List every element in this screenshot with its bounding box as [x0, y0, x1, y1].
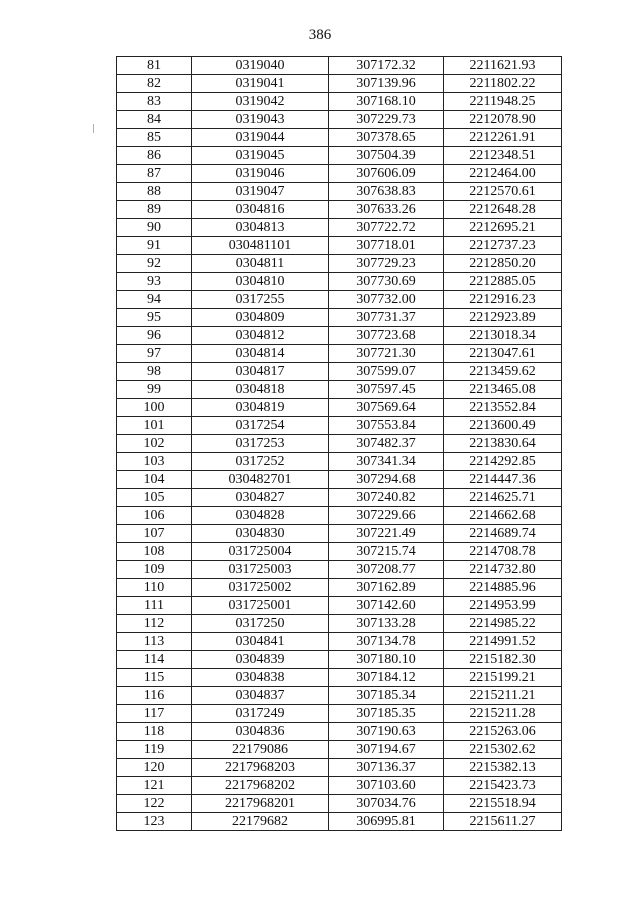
x-coordinate-cell: 307721.30 [329, 345, 444, 363]
y-coordinate-cell: 2213600.49 [444, 417, 562, 435]
x-coordinate-cell: 307229.66 [329, 507, 444, 525]
x-coordinate-cell: 307482.37 [329, 435, 444, 453]
y-coordinate-cell: 2214625.71 [444, 489, 562, 507]
row-number-cell: 114 [117, 651, 192, 669]
x-coordinate-cell: 307185.34 [329, 687, 444, 705]
y-coordinate-cell: 2215302.62 [444, 741, 562, 759]
row-number-cell: 109 [117, 561, 192, 579]
y-coordinate-cell: 2212261.91 [444, 129, 562, 147]
y-coordinate-cell: 2214991.52 [444, 633, 562, 651]
y-coordinate-cell: 2214732.80 [444, 561, 562, 579]
y-coordinate-cell: 2212570.61 [444, 183, 562, 201]
point-id-cell: 0317254 [192, 417, 329, 435]
point-id-cell: 0304810 [192, 273, 329, 291]
x-coordinate-cell: 307294.68 [329, 471, 444, 489]
y-coordinate-cell: 2215423.73 [444, 777, 562, 795]
point-id-cell: 0317255 [192, 291, 329, 309]
point-id-cell: 0304838 [192, 669, 329, 687]
x-coordinate-cell: 307139.96 [329, 75, 444, 93]
point-id-cell: 0304809 [192, 309, 329, 327]
table-row [117, 327, 562, 345]
table-row [117, 381, 562, 399]
table-row [117, 309, 562, 327]
table-row [117, 201, 562, 219]
table-row [117, 57, 562, 75]
point-id-cell: 2217968203 [192, 759, 329, 777]
table-row [117, 543, 562, 561]
row-number-cell: 97 [117, 345, 192, 363]
table-row [117, 417, 562, 435]
table-row [117, 255, 562, 273]
table-row [117, 507, 562, 525]
x-coordinate-cell: 307142.60 [329, 597, 444, 615]
table-row [117, 453, 562, 471]
x-coordinate-cell: 307162.89 [329, 579, 444, 597]
table-row [117, 633, 562, 651]
table-row [117, 399, 562, 417]
row-number-cell: 111 [117, 597, 192, 615]
row-number-cell: 84 [117, 111, 192, 129]
row-number-cell: 95 [117, 309, 192, 327]
point-id-cell: 22179682 [192, 813, 329, 831]
row-number-cell: 117 [117, 705, 192, 723]
y-coordinate-cell: 2212648.28 [444, 201, 562, 219]
x-coordinate-cell: 307103.60 [329, 777, 444, 795]
table-row [117, 273, 562, 291]
table-row [117, 777, 562, 795]
y-coordinate-cell: 2213465.08 [444, 381, 562, 399]
point-id-cell: 0304841 [192, 633, 329, 651]
y-coordinate-cell: 2214662.68 [444, 507, 562, 525]
y-coordinate-cell: 2213459.62 [444, 363, 562, 381]
x-coordinate-cell: 307378.65 [329, 129, 444, 147]
point-id-cell: 0319046 [192, 165, 329, 183]
y-coordinate-cell: 2212464.00 [444, 165, 562, 183]
point-id-cell: 0319042 [192, 93, 329, 111]
y-coordinate-cell: 2212348.51 [444, 147, 562, 165]
point-id-cell: 0317250 [192, 615, 329, 633]
coordinates-table [116, 56, 562, 831]
y-coordinate-cell: 2212923.89 [444, 309, 562, 327]
row-number-cell: 123 [117, 813, 192, 831]
row-number-cell: 108 [117, 543, 192, 561]
table-row [117, 219, 562, 237]
point-id-cell: 0304818 [192, 381, 329, 399]
row-number-cell: 110 [117, 579, 192, 597]
y-coordinate-cell: 2212850.20 [444, 255, 562, 273]
x-coordinate-cell: 307638.83 [329, 183, 444, 201]
x-coordinate-cell: 307180.10 [329, 651, 444, 669]
page-number: 386 [308, 27, 332, 43]
x-coordinate-cell: 307569.64 [329, 399, 444, 417]
y-coordinate-cell: 2214292.85 [444, 453, 562, 471]
x-coordinate-cell: 307208.77 [329, 561, 444, 579]
row-number-cell: 113 [117, 633, 192, 651]
y-coordinate-cell: 2213047.61 [444, 345, 562, 363]
x-coordinate-cell: 307184.12 [329, 669, 444, 687]
y-coordinate-cell: 2212916.23 [444, 291, 562, 309]
y-coordinate-cell: 2215199.21 [444, 669, 562, 687]
x-coordinate-cell: 307599.07 [329, 363, 444, 381]
x-coordinate-cell: 307633.26 [329, 201, 444, 219]
point-id-cell: 0304828 [192, 507, 329, 525]
row-number-cell: 92 [117, 255, 192, 273]
y-coordinate-cell: 2214953.99 [444, 597, 562, 615]
point-id-cell: 0319044 [192, 129, 329, 147]
x-coordinate-cell: 307732.00 [329, 291, 444, 309]
row-number-cell: 83 [117, 93, 192, 111]
x-coordinate-cell: 307134.78 [329, 633, 444, 651]
x-coordinate-cell: 307597.45 [329, 381, 444, 399]
point-id-cell: 031725004 [192, 543, 329, 561]
row-number-cell: 122 [117, 795, 192, 813]
row-number-cell: 119 [117, 741, 192, 759]
point-id-cell: 0304812 [192, 327, 329, 345]
coordinates-table-body [117, 57, 562, 831]
point-id-cell: 0317252 [192, 453, 329, 471]
table-row [117, 561, 562, 579]
table-row [117, 345, 562, 363]
table-row [117, 741, 562, 759]
point-id-cell: 0317253 [192, 435, 329, 453]
table-row [117, 525, 562, 543]
row-number-cell: 116 [117, 687, 192, 705]
table-row [117, 615, 562, 633]
point-id-cell: 0304827 [192, 489, 329, 507]
table-row [117, 75, 562, 93]
y-coordinate-cell: 2213552.84 [444, 399, 562, 417]
y-coordinate-cell: 2215211.21 [444, 687, 562, 705]
y-coordinate-cell: 2212695.21 [444, 219, 562, 237]
row-number-cell: 90 [117, 219, 192, 237]
row-number-cell: 91 [117, 237, 192, 255]
x-coordinate-cell: 307172.32 [329, 57, 444, 75]
y-coordinate-cell: 2214885.96 [444, 579, 562, 597]
row-number-cell: 100 [117, 399, 192, 417]
table-row [117, 129, 562, 147]
row-number-cell: 98 [117, 363, 192, 381]
y-coordinate-cell: 2214985.22 [444, 615, 562, 633]
x-coordinate-cell: 307240.82 [329, 489, 444, 507]
y-coordinate-cell: 2212078.90 [444, 111, 562, 129]
row-number-cell: 120 [117, 759, 192, 777]
x-coordinate-cell: 307722.72 [329, 219, 444, 237]
table-row [117, 93, 562, 111]
y-coordinate-cell: 2211621.93 [444, 57, 562, 75]
point-id-cell: 0317249 [192, 705, 329, 723]
row-number-cell: 112 [117, 615, 192, 633]
y-coordinate-cell: 2215611.27 [444, 813, 562, 831]
row-number-cell: 89 [117, 201, 192, 219]
y-coordinate-cell: 2214447.36 [444, 471, 562, 489]
table-row [117, 147, 562, 165]
x-coordinate-cell: 307221.49 [329, 525, 444, 543]
y-coordinate-cell: 2215182.30 [444, 651, 562, 669]
x-coordinate-cell: 307185.35 [329, 705, 444, 723]
point-id-cell: 2217968201 [192, 795, 329, 813]
row-number-cell: 81 [117, 57, 192, 75]
point-id-cell: 22179086 [192, 741, 329, 759]
row-number-cell: 102 [117, 435, 192, 453]
row-number-cell: 121 [117, 777, 192, 795]
point-id-cell: 0319045 [192, 147, 329, 165]
point-id-cell: 0319041 [192, 75, 329, 93]
row-number-cell: 82 [117, 75, 192, 93]
y-coordinate-cell: 2215263.06 [444, 723, 562, 741]
x-coordinate-cell: 307341.34 [329, 453, 444, 471]
y-coordinate-cell: 2215211.28 [444, 705, 562, 723]
x-coordinate-cell: 307731.37 [329, 309, 444, 327]
y-coordinate-cell: 2215382.13 [444, 759, 562, 777]
row-number-cell: 87 [117, 165, 192, 183]
point-id-cell: 030481101 [192, 237, 329, 255]
row-number-cell: 99 [117, 381, 192, 399]
table-row [117, 795, 562, 813]
table-row [117, 651, 562, 669]
table-row [117, 291, 562, 309]
point-id-cell: 0304816 [192, 201, 329, 219]
table-row [117, 471, 562, 489]
row-number-cell: 93 [117, 273, 192, 291]
row-number-cell: 103 [117, 453, 192, 471]
point-id-cell: 0304811 [192, 255, 329, 273]
table-row [117, 183, 562, 201]
x-coordinate-cell: 307194.67 [329, 741, 444, 759]
table-row [117, 489, 562, 507]
table-row [117, 111, 562, 129]
table-row [117, 759, 562, 777]
x-coordinate-cell: 307718.01 [329, 237, 444, 255]
row-number-cell: 115 [117, 669, 192, 687]
table-row [117, 579, 562, 597]
y-coordinate-cell: 2214708.78 [444, 543, 562, 561]
row-number-cell: 101 [117, 417, 192, 435]
point-id-cell: 031725002 [192, 579, 329, 597]
table-row [117, 813, 562, 831]
point-id-cell: 0304817 [192, 363, 329, 381]
point-id-cell: 0319047 [192, 183, 329, 201]
y-coordinate-cell: 2211802.22 [444, 75, 562, 93]
margin-mark [93, 124, 94, 133]
row-number-cell: 106 [117, 507, 192, 525]
row-number-cell: 107 [117, 525, 192, 543]
table-row [117, 165, 562, 183]
x-coordinate-cell: 307190.63 [329, 723, 444, 741]
x-coordinate-cell: 307553.84 [329, 417, 444, 435]
y-coordinate-cell: 2214689.74 [444, 525, 562, 543]
table-row [117, 687, 562, 705]
y-coordinate-cell: 2213830.64 [444, 435, 562, 453]
row-number-cell: 105 [117, 489, 192, 507]
row-number-cell: 86 [117, 147, 192, 165]
point-id-cell: 030482701 [192, 471, 329, 489]
row-number-cell: 85 [117, 129, 192, 147]
y-coordinate-cell: 2211948.25 [444, 93, 562, 111]
table-row [117, 723, 562, 741]
row-number-cell: 96 [117, 327, 192, 345]
point-id-cell: 0319040 [192, 57, 329, 75]
point-id-cell: 0304813 [192, 219, 329, 237]
table-row [117, 363, 562, 381]
x-coordinate-cell: 307606.09 [329, 165, 444, 183]
x-coordinate-cell: 307730.69 [329, 273, 444, 291]
x-coordinate-cell: 307168.10 [329, 93, 444, 111]
point-id-cell: 2217968202 [192, 777, 329, 795]
table-row [117, 237, 562, 255]
table-row [117, 597, 562, 615]
x-coordinate-cell: 307229.73 [329, 111, 444, 129]
table-row [117, 669, 562, 687]
row-number-cell: 104 [117, 471, 192, 489]
point-id-cell: 031725003 [192, 561, 329, 579]
y-coordinate-cell: 2215518.94 [444, 795, 562, 813]
point-id-cell: 0304837 [192, 687, 329, 705]
point-id-cell: 0304814 [192, 345, 329, 363]
x-coordinate-cell: 307723.68 [329, 327, 444, 345]
table-row [117, 705, 562, 723]
x-coordinate-cell: 307133.28 [329, 615, 444, 633]
point-id-cell: 0319043 [192, 111, 329, 129]
table-row [117, 435, 562, 453]
x-coordinate-cell: 307034.76 [329, 795, 444, 813]
y-coordinate-cell: 2212885.05 [444, 273, 562, 291]
y-coordinate-cell: 2212737.23 [444, 237, 562, 255]
row-number-cell: 88 [117, 183, 192, 201]
row-number-cell: 94 [117, 291, 192, 309]
y-coordinate-cell: 2213018.34 [444, 327, 562, 345]
point-id-cell: 0304836 [192, 723, 329, 741]
x-coordinate-cell: 307136.37 [329, 759, 444, 777]
point-id-cell: 031725001 [192, 597, 329, 615]
point-id-cell: 0304819 [192, 399, 329, 417]
x-coordinate-cell: 306995.81 [329, 813, 444, 831]
row-number-cell: 118 [117, 723, 192, 741]
point-id-cell: 0304830 [192, 525, 329, 543]
x-coordinate-cell: 307504.39 [329, 147, 444, 165]
x-coordinate-cell: 307215.74 [329, 543, 444, 561]
point-id-cell: 0304839 [192, 651, 329, 669]
x-coordinate-cell: 307729.23 [329, 255, 444, 273]
